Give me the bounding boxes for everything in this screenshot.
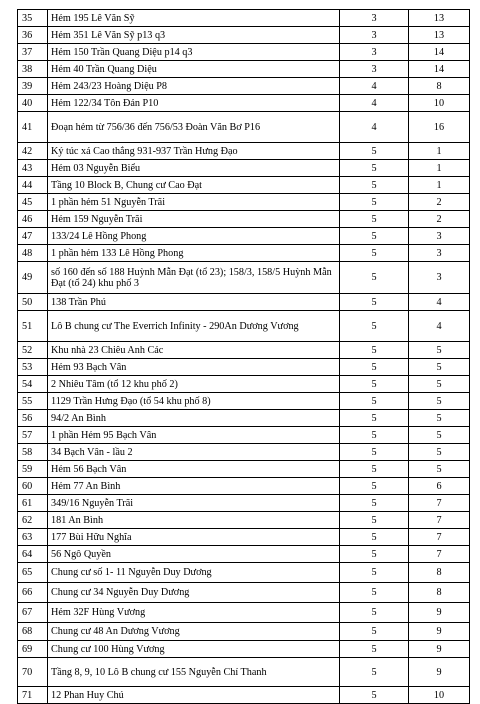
location-name: Hẻm 03 Nguyễn Biểu [48,160,340,177]
ward-cell: 4 [409,294,470,311]
table-row [18,10,470,27]
ward-cell: 1 [409,177,470,194]
table-row [18,27,470,44]
table-row [18,294,470,311]
row-number: 43 [18,160,48,177]
row-number: 40 [18,95,48,112]
ward-cell: 9 [409,623,470,641]
table-row [18,359,470,376]
table-row [18,461,470,478]
location-name: số 160 đến số 188 Huỳnh Mẫn Đạt (tổ 23); 158/3, 158/5 Huỳnh Mẫn Đạt (tổ 24) khu phố 3 [48,262,340,294]
lockdown-area-table [17,9,470,704]
ward-cell: 2 [409,211,470,228]
district-cell: 5 [340,583,409,603]
ward-cell: 1 [409,160,470,177]
ward-cell: 3 [409,245,470,262]
table-row [18,529,470,546]
row-number: 62 [18,512,48,529]
ward-cell: 14 [409,61,470,78]
ward-cell: 5 [409,461,470,478]
row-number: 57 [18,427,48,444]
row-number: 44 [18,177,48,194]
location-name: Hẻm 77 An Bình [48,478,340,495]
ward-cell: 4 [409,311,470,342]
table-row [18,410,470,427]
district-cell: 5 [340,342,409,359]
table-row [18,623,470,641]
ward-cell: 8 [409,78,470,95]
district-cell: 5 [340,177,409,194]
table-body [18,10,470,704]
row-number: 54 [18,376,48,393]
district-cell: 5 [340,393,409,410]
row-number: 45 [18,194,48,211]
ward-cell: 7 [409,529,470,546]
table-row [18,603,470,623]
table-row [18,211,470,228]
row-number: 59 [18,461,48,478]
row-number: 35 [18,10,48,27]
ward-cell: 10 [409,95,470,112]
district-cell: 5 [340,478,409,495]
district-cell: 5 [340,143,409,160]
ward-cell: 13 [409,27,470,44]
table-row [18,563,470,583]
location-name: Chung cư 100 Hùng Vương [48,641,340,658]
table-row [18,495,470,512]
row-number: 67 [18,603,48,623]
location-name: Hẻm 32F Hùng Vương [48,603,340,623]
row-number: 60 [18,478,48,495]
location-name: 138 Trần Phú [48,294,340,311]
table-row [18,262,470,294]
district-cell: 5 [340,546,409,563]
row-number: 69 [18,641,48,658]
ward-cell: 7 [409,512,470,529]
location-name: Hẻm 159 Nguyễn Trãi [48,211,340,228]
ward-cell: 3 [409,262,470,294]
ward-cell: 5 [409,342,470,359]
row-number: 50 [18,294,48,311]
district-cell: 5 [340,160,409,177]
district-cell: 5 [340,427,409,444]
location-name: 1 phần hẻm 51 Nguyễn Trãi [48,194,340,211]
location-name: Tầng 10 Block B, Chung cư Cao Đạt [48,177,340,194]
table-row [18,658,470,687]
ward-cell: 5 [409,376,470,393]
row-number: 65 [18,563,48,583]
location-name: Hẻm 40 Trần Quang Diệu [48,61,340,78]
location-name: Đoạn hẻm từ 756/36 đến 756/53 Đoàn Văn Bơ P16 [48,112,340,143]
district-cell: 5 [340,658,409,687]
location-name: Tầng 8, 9, 10 Lô B chung cư 155 Nguyễn Chí Thanh [48,658,340,687]
district-cell: 5 [340,410,409,427]
table-row [18,143,470,160]
ward-cell: 1 [409,143,470,160]
row-number: 68 [18,623,48,641]
row-number: 42 [18,143,48,160]
ward-cell: 8 [409,583,470,603]
location-name: Khu nhà 23 Chiêu Anh Các [48,342,340,359]
district-cell: 5 [340,311,409,342]
location-name: 56 Ngô Quyền [48,546,340,563]
ward-cell: 5 [409,427,470,444]
table-row [18,393,470,410]
row-number: 37 [18,44,48,61]
table-row [18,61,470,78]
ward-cell: 3 [409,228,470,245]
location-name: Hẻm 93 Bạch Vân [48,359,340,376]
district-cell: 4 [340,78,409,95]
ward-cell: 5 [409,359,470,376]
location-name: Ký túc xá Cao thắng 931-937 Trần Hưng Đạo [48,143,340,160]
row-number: 66 [18,583,48,603]
district-cell: 4 [340,95,409,112]
location-name: 94/2 An Bình [48,410,340,427]
district-cell: 5 [340,529,409,546]
table-row [18,311,470,342]
location-name: Chung cư số 1- 11 Nguyễn Duy Dương [48,563,340,583]
district-cell: 5 [340,687,409,704]
row-number: 36 [18,27,48,44]
table-row [18,95,470,112]
district-cell: 5 [340,211,409,228]
row-number: 39 [18,78,48,95]
district-cell: 5 [340,262,409,294]
row-number: 38 [18,61,48,78]
row-number: 47 [18,228,48,245]
row-number: 51 [18,311,48,342]
row-number: 61 [18,495,48,512]
row-number: 70 [18,658,48,687]
ward-cell: 9 [409,603,470,623]
row-number: 48 [18,245,48,262]
table-row [18,512,470,529]
district-cell: 5 [340,623,409,641]
ward-cell: 16 [409,112,470,143]
district-cell: 5 [340,359,409,376]
ward-cell: 10 [409,687,470,704]
district-cell: 3 [340,61,409,78]
table-row [18,228,470,245]
district-cell: 5 [340,228,409,245]
ward-cell: 7 [409,495,470,512]
district-cell: 5 [340,444,409,461]
table-row [18,112,470,143]
district-cell: 3 [340,10,409,27]
row-number: 56 [18,410,48,427]
location-name: Hẻm 122/34 Tôn Đản P10 [48,95,340,112]
district-cell: 5 [340,194,409,211]
row-number: 53 [18,359,48,376]
row-number: 41 [18,112,48,143]
ward-cell: 5 [409,444,470,461]
table-row [18,478,470,495]
district-cell: 4 [340,112,409,143]
district-cell: 5 [340,495,409,512]
row-number: 58 [18,444,48,461]
location-name: Lô B chung cư The Everrich Infinity - 290An Dương Vương [48,311,340,342]
location-name: 1 phần Hẻm 95 Bạch Vân [48,427,340,444]
ward-cell: 2 [409,194,470,211]
location-name: Hẻm 351 Lê Văn Sỹ p13 q3 [48,27,340,44]
location-name: 1 phần hẻm 133 Lê Hồng Phong [48,245,340,262]
location-name: 133/24 Lê Hồng Phong [48,228,340,245]
district-cell: 5 [340,563,409,583]
table-row [18,194,470,211]
row-number: 64 [18,546,48,563]
table-row [18,342,470,359]
district-cell: 5 [340,294,409,311]
district-cell: 3 [340,44,409,61]
row-number: 63 [18,529,48,546]
table-row [18,44,470,61]
location-name: 34 Bạch Vân - lầu 2 [48,444,340,461]
table-row [18,160,470,177]
table-row [18,444,470,461]
row-number: 49 [18,262,48,294]
row-number: 46 [18,211,48,228]
district-cell: 5 [340,245,409,262]
location-name: 349/16 Nguyễn Trãi [48,495,340,512]
row-number: 52 [18,342,48,359]
ward-cell: 8 [409,563,470,583]
table-row [18,78,470,95]
district-cell: 5 [340,603,409,623]
district-cell: 5 [340,641,409,658]
location-name: 12 Phan Huy Chú [48,687,340,704]
location-name: Hẻm 56 Bạch Vân [48,461,340,478]
district-cell: 5 [340,461,409,478]
table-row [18,245,470,262]
row-number: 55 [18,393,48,410]
location-name: 2 Nhiêu Tâm (tổ 12 khu phố 2) [48,376,340,393]
district-cell: 3 [340,27,409,44]
ward-cell: 6 [409,478,470,495]
ward-cell: 7 [409,546,470,563]
ward-cell: 14 [409,44,470,61]
location-name: 181 An Bình [48,512,340,529]
ward-cell: 5 [409,393,470,410]
row-number: 71 [18,687,48,704]
location-name: Chung cư 48 An Dương Vương [48,623,340,641]
district-cell: 5 [340,512,409,529]
table-row [18,177,470,194]
location-name: Hẻm 243/23 Hoàng Diệu P8 [48,78,340,95]
location-name: Hẻm 195 Lê Văn Sỹ [48,10,340,27]
location-name: 177 Bùi Hữu Nghĩa [48,529,340,546]
table-row [18,687,470,704]
table-row [18,641,470,658]
ward-cell: 9 [409,658,470,687]
location-name: Hẻm 150 Trần Quang Diệu p14 q3 [48,44,340,61]
location-name: Chung cư 34 Nguyễn Duy Dương [48,583,340,603]
ward-cell: 13 [409,10,470,27]
table-row [18,546,470,563]
table-row [18,427,470,444]
district-cell: 5 [340,376,409,393]
table-row [18,583,470,603]
ward-cell: 5 [409,410,470,427]
ward-cell: 9 [409,641,470,658]
table-row [18,376,470,393]
location-name: 1129 Trần Hưng Đạo (tổ 54 khu phố 8) [48,393,340,410]
